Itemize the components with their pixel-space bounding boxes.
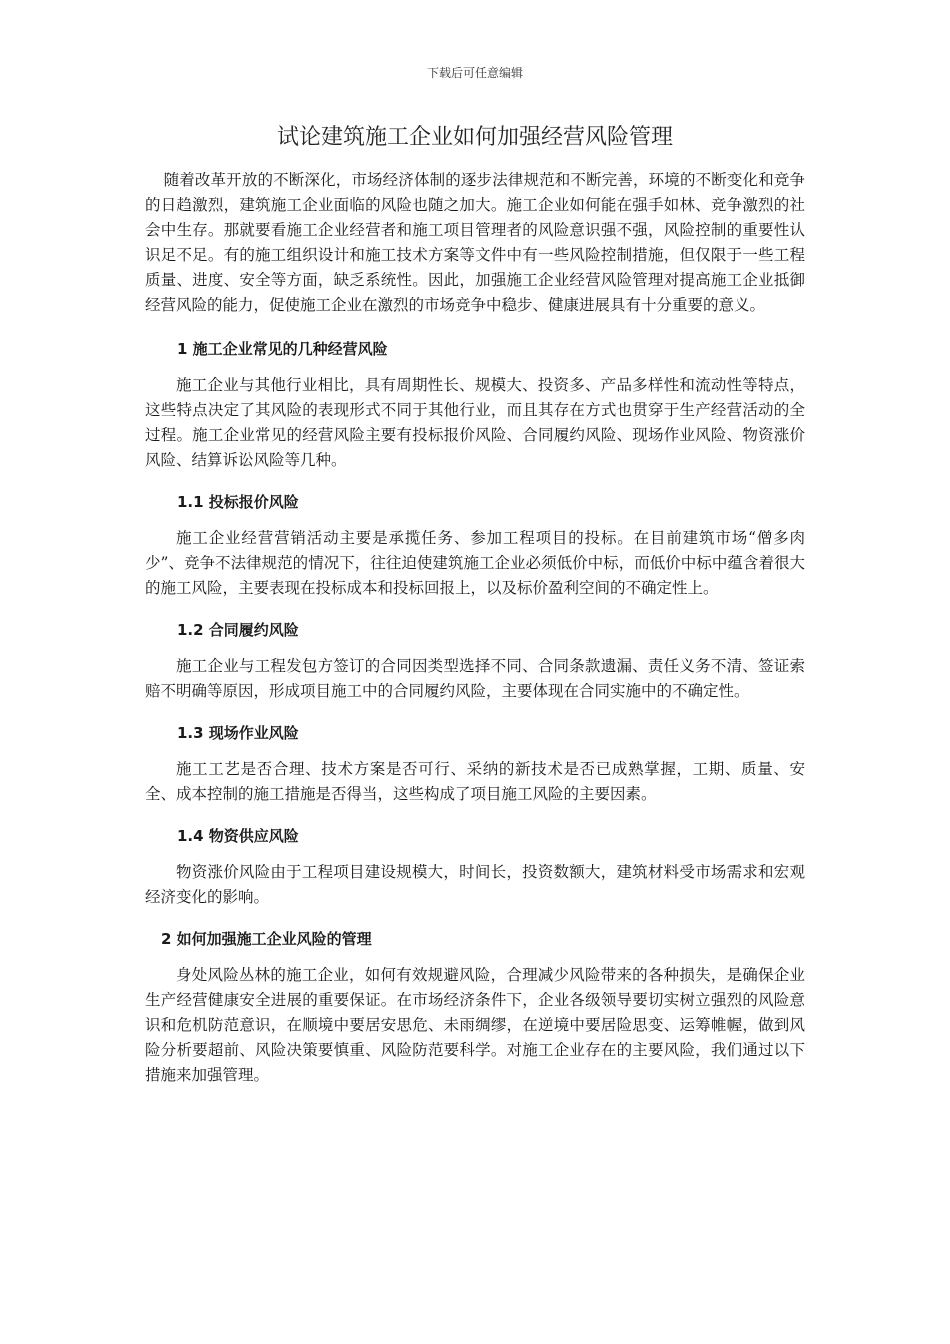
section-1-2-paragraph: 施工企业与工程发包方签订的合同因类型选择不同、合同条款遗漏、责任义务不清、签证索赔不明确等原因，形成项目施工中的合同履约风险，主要体现在合同实施中的不确定性。 (145, 657, 805, 700)
section-2-paragraph: 身处风险丛林的施工企业，如何有效规避风险，合理减少风险带来的各种损失，是确保企业生产经营健康安全进展的重要保证。在市场经济条件下，企业各级领导要切实树立强烈的风险意识和危机防范意识，在顺境中要居安思危、未雨绸缪，在逆境中要居险思变、运筹帷幄，做到风险分析要超前、风险决策要慎重、风险防范要科学。对施工企业存在的主要风险，我们通过以下措施来加强管理。 (145, 966, 805, 1084)
section-1-3-paragraph: 施工工艺是否合理、技术方案是否可行、采纳的新技术是否已成熟掌握，工期、质量、安全、成本控制的施工措施是否得当，这些构成了项目施工风险的主要因素。 (145, 760, 805, 803)
document-body (145, 168, 805, 1088)
section-1-1-heading: 1.1 投标报价风险 (177, 493, 299, 511)
section-1-2-heading: 1.2 合同履约风险 (177, 621, 299, 639)
section-1-4-paragraph: 物资涨价风险由于工程项目建设规模大，时间长，投资数额大，建筑材料受市场需求和宏观经济变化的影响。 (145, 863, 805, 906)
section-1-4-heading: 1.4 物资供应风险 (177, 827, 299, 845)
section-2-heading: 2 如何加强施工企业风险的管理 (161, 930, 372, 948)
section-1-paragraph: 施工企业与其他行业相比，具有周期性长、规模大、投资多、产品多样性和流动性等特点，这些特点决定了其风险的表现形式不同于其他行业，而且其存在方式也贯穿于生产经营活动的全过程。施工企业常见的经营风险主要有投标报价风险、合同履约风险、现场作业风险、物资涨价风险、结算诉讼风险等几种。 (145, 376, 805, 469)
section-1-heading: 1 施工企业常见的几种经营风险 (177, 340, 388, 358)
page-header-note: 下载后可任意编辑 (426, 66, 523, 80)
section-1-1-paragraph: 施工企业经营营销活动主要是承揽任务、参加工程项目的投标。在目前建筑市场“僧多肉少”、竞争不法律规范的情况下，往往迫使建筑施工企业必须低价中标，而低价中标中蕴含着很大的施工风险，主要表现在投标成本和投标回报上，以及标价盈利空间的不确定性上。 (145, 529, 805, 597)
section-1-3-heading: 1.3 现场作业风险 (177, 724, 299, 742)
intro-paragraph: 随着改革开放的不断深化，市场经济体制的逐步法律规范和不断完善，环境的不断变化和竞争的日趋激烈，建筑施工企业面临的风险也随之加大。施工企业如何能在强手如林、竞争激烈的社会中生存。那就要看施工企业经营者和施工项目管理者的风险意识强不强，风险控制的重要性认识足不足。有的施工组织设计和施工技术方案等文件中有一些风险控制措施，但仅限于一些工程质量、进度、安全等方面，缺乏系统性。因此，加强施工企业经营风险管理对提高施工企业抵御经营风险的能力，促使施工企业在激烈的市场竞争中稳步、健康进展具有十分重要的意义。 (145, 171, 805, 314)
document-title: 试论建筑施工企业如何加强经营风险管理 (276, 125, 673, 150)
